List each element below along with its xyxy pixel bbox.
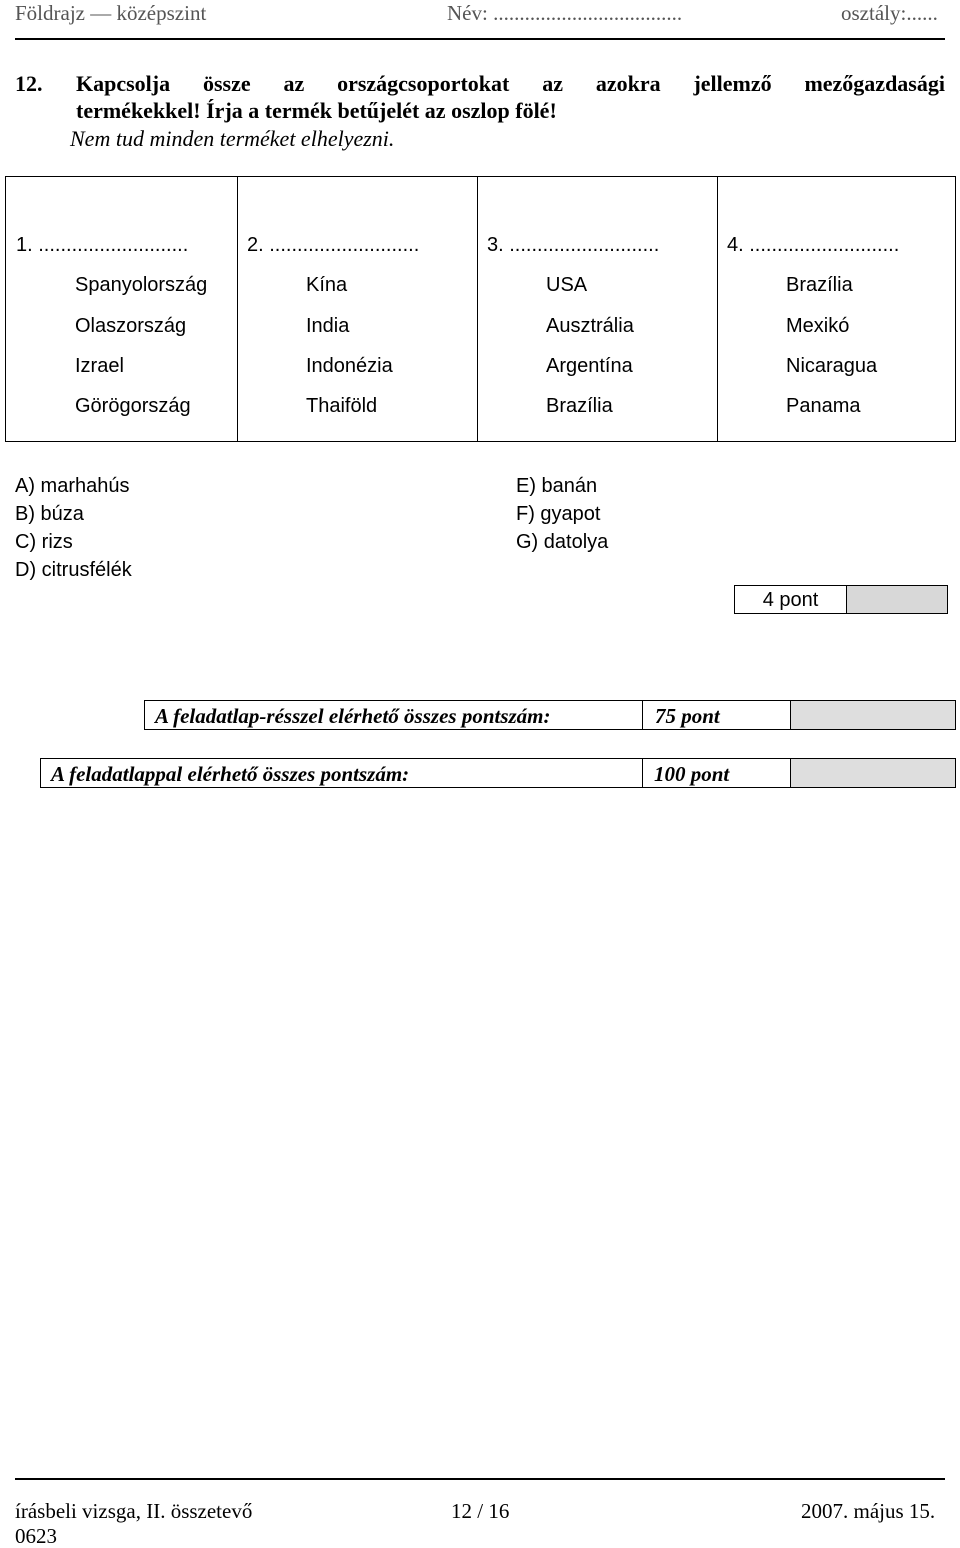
option-item: D) citrusfélék [15,559,132,581]
score-entry-field[interactable] [847,586,947,613]
country-cell: Izrael [75,355,124,377]
total-label: A feladatlappal elérhető összes pontszám: [51,762,410,786]
name-field: Név: .................................... [447,1,683,25]
total-score-field[interactable] [791,759,955,787]
option-item: F) gyapot [516,503,601,525]
option-item: B) búza [15,503,84,525]
country-cell: Görögország [75,395,191,417]
country-cell: Mexikó [786,315,850,337]
options-left [15,472,132,584]
total-row-all [40,758,956,788]
total-value: 75 pont [655,704,720,728]
task-note: Nem tud minden terméket elhelyezni. [70,126,395,151]
total-value: 100 pont [654,762,730,786]
answer-slot-1[interactable]: 1. ........................... [16,234,189,256]
grid-divider [237,177,238,441]
country-grid [5,176,956,442]
task-number: 12. [15,71,43,96]
total-row-part [144,700,956,730]
country-cell: Kína [306,274,348,296]
total-divider [642,759,643,787]
option-item: E) banán [516,475,598,497]
class-field: osztály:...... [841,1,938,25]
total-divider [642,701,643,729]
country-cell: Indonézia [306,355,393,377]
country-cell: Olaszország [75,315,187,337]
country-cell: Panama [786,395,861,417]
option-item: A) marhahús [15,475,130,497]
country-cell: India [306,315,350,337]
options-right [516,472,608,556]
task-line-1: Kapcsolja össze az országcsoportokat az azokra jellemző mezőgazdasági [76,71,945,96]
option-item: G) datolya [516,531,609,553]
country-cell: Nicaragua [786,355,878,377]
subject-level: — középszint [90,1,207,25]
score-box [734,585,948,614]
total-score-field[interactable] [791,701,955,729]
country-cell: Ausztrália [546,315,634,337]
answer-slot-4[interactable]: 4. ........................... [727,234,900,256]
grid-divider [477,177,478,441]
footer-code: 0623 [15,1524,57,1548]
option-item: C) rizs [15,531,73,553]
score-label: 4 pont [735,586,847,613]
answer-slot-2[interactable]: 2. ........................... [247,234,420,256]
country-cell: Spanyolország [75,274,208,296]
answer-slot-3[interactable]: 3. ........................... [487,234,660,256]
task-line-2: termékekkel! Írja a termék betűjelét az oszlop fölé! [76,98,557,123]
header-subject [15,0,206,26]
country-cell: Argentína [546,355,633,377]
footer-date: 2007. május 15. [801,1499,936,1523]
footer-page: 12 / 16 [451,1499,510,1523]
country-cell: Thaiföld [306,395,378,417]
country-cell: Brazília [546,395,613,417]
footer-exam: írásbeli vizsga, II. összetevő [15,1499,253,1523]
footer-rule [15,1478,945,1480]
total-label: A feladatlap-résszel elérhető összes pontszám: [155,704,551,728]
grid-divider [717,177,718,441]
subject-name: Földrajz [15,1,85,25]
country-cell: Brazília [786,274,853,296]
header-rule [15,38,945,40]
country-cell: USA [546,274,588,296]
